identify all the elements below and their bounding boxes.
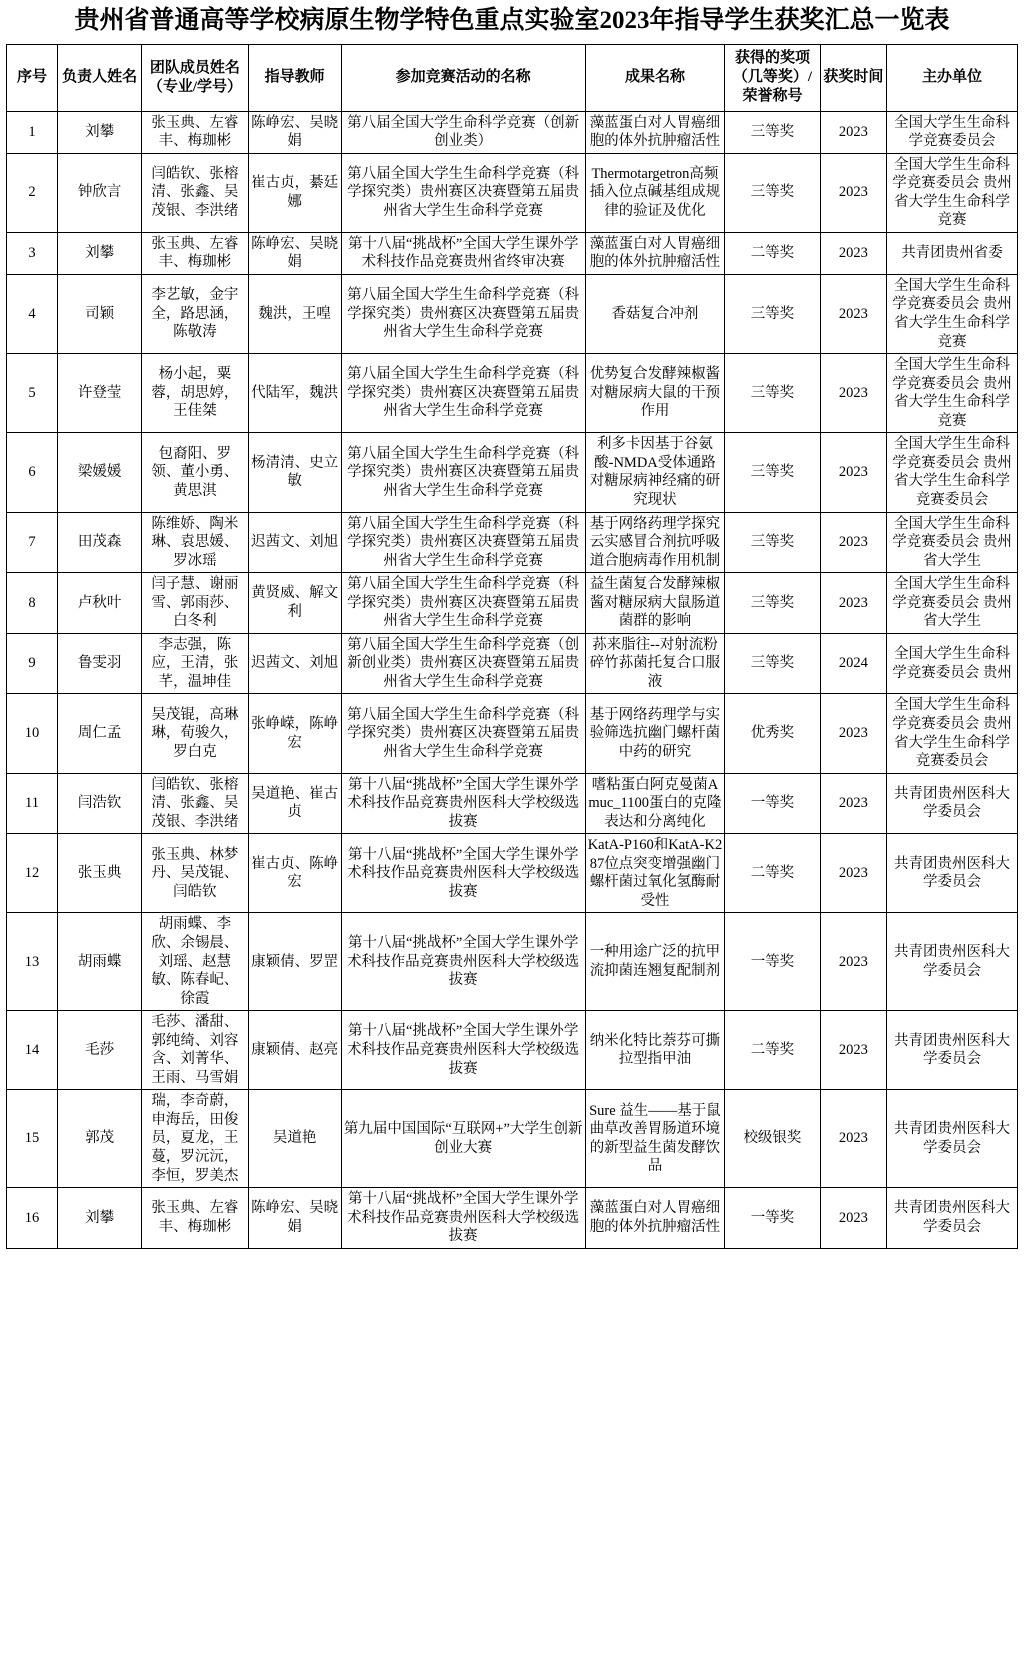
cell-organizer: 共青团贵州省委 (887, 232, 1018, 274)
page-title: 贵州省普通高等学校病原生物学特色重点实验室2023年指导学生获奖汇总一览表 (74, 7, 950, 34)
cell-year: 2023 (820, 913, 887, 1011)
cell-leader: 刘攀 (57, 111, 141, 153)
cell-organizer: 全国大学生生命科学竞赛委员会 贵州省大学生 (887, 512, 1018, 573)
cell-organizer: 全国大学生生命科学竞赛委员会 贵州省大学生生命科学竞赛 (887, 274, 1018, 353)
cell-competition: 第十八届“挑战杯”全国大学生课外学术科技作品竞赛贵州医科大学校级选拔赛 (341, 913, 585, 1011)
cell-members: 闫子慧、谢丽雪、郭雨莎、白冬利 (142, 573, 248, 634)
cell-teachers: 迟茜文、刘旭 (248, 512, 341, 573)
cell-leader: 刘攀 (57, 1188, 141, 1249)
cell-award: 优秀奖 (725, 694, 820, 773)
cell-leader: 郭茂 (57, 1090, 141, 1188)
table-row (7, 433, 1018, 512)
column-header-organizer: 主办单位 (887, 45, 1018, 112)
cell-outcome: Sure 益生——基于鼠曲草改善胃肠道环境的新型益生菌发酵饮品 (585, 1090, 725, 1188)
table-row (7, 913, 1018, 1011)
column-header-teachers: 指导教师 (248, 45, 341, 112)
cell-organizer: 共青团贵州医科大学委员会 (887, 913, 1018, 1011)
cell-award: 校级银奖 (725, 1090, 820, 1188)
cell-award: 三等奖 (725, 512, 820, 573)
cell-teachers: 陈峥宏、吴晓娟 (248, 111, 341, 153)
cell-outcome: 荪来脂往--对射流粉碎竹荪菌托复合口服液 (585, 633, 725, 694)
cell-competition: 第八届全国大学生生命科学竞赛（科学探究类）贵州赛区决赛暨第五届贵州省大学生生命科学竞赛 (341, 512, 585, 573)
cell-outcome: KatA-P160和KatA-K287位点突变增强幽门螺杆菌过氧化氢酶耐受性 (585, 834, 725, 913)
column-header-year: 获奖时间 (820, 45, 887, 112)
cell-award: 三等奖 (725, 573, 820, 634)
cell-leader: 梁媛媛 (57, 433, 141, 512)
cell-competition: 第八届全国大学生生命科学竞赛（科学探究类）贵州赛区决赛暨第五届贵州省大学生生命科学竞赛 (341, 354, 585, 433)
cell-teachers: 黄贤威、解文利 (248, 573, 341, 634)
cell-index: 2 (7, 153, 58, 232)
cell-outcome: 嗜粘蛋白阿克曼菌Amuc_1100蛋白的克隆表达和分离纯化 (585, 773, 725, 834)
cell-year: 2023 (820, 111, 887, 153)
cell-teachers: 杨清清、史立敏 (248, 433, 341, 512)
column-header-competition: 参加竞赛活动的名称 (341, 45, 585, 112)
cell-organizer: 全国大学生生命科学竞赛委员会 贵州省大学生生命科学竞赛委员会 (887, 694, 1018, 773)
cell-award: 三等奖 (725, 433, 820, 512)
cell-competition: 第十八届“挑战杯”全国大学生课外学术科技作品竞赛贵州医科大学校级选拔赛 (341, 773, 585, 834)
column-header-leader: 负责人姓名 (57, 45, 141, 112)
cell-award: 三等奖 (725, 274, 820, 353)
cell-members: 吴茂锟，高琳琳，荀骏久，罗白克 (142, 694, 248, 773)
cell-index: 12 (7, 834, 58, 913)
cell-competition: 第八届全国大学生生命科学竞赛（科学探究类）贵州赛区决赛暨第五届贵州省大学生生命科学竞赛 (341, 274, 585, 353)
cell-outcome: Thermotargetron高频插入位点碱基组成规律的验证及优化 (585, 153, 725, 232)
table-row (7, 1090, 1018, 1188)
cell-year: 2023 (820, 1090, 887, 1188)
cell-organizer: 全国大学生生命科学竞赛委员会 贵州 (887, 633, 1018, 694)
cell-award: 二等奖 (725, 1011, 820, 1090)
table-row (7, 1188, 1018, 1249)
cell-members: 张玉典、林梦丹、吴茂锟、闫皓钦 (142, 834, 248, 913)
table-row (7, 153, 1018, 232)
cell-index: 6 (7, 433, 58, 512)
cell-outcome: 基于网络药理学探究云实感冒合剂抗呼吸道合胞病毒作用机制 (585, 512, 725, 573)
cell-teachers: 吴道艳、崔古贞 (248, 773, 341, 834)
cell-members: 瑞，李奇蔚，申海岳，田俊员，夏龙，王蔓，罗沅沅，李恒，罗美杰 (142, 1090, 248, 1188)
table-header-row (7, 45, 1018, 112)
cell-leader: 周仁孟 (57, 694, 141, 773)
cell-leader: 鲁雯羽 (57, 633, 141, 694)
cell-organizer: 全国大学生生命科学竞赛委员会 贵州省大学生 (887, 573, 1018, 634)
cell-competition: 第八届全国大学生生命科学竞赛（科学探究类）贵州赛区决赛暨第五届贵州省大学生生命科学竞赛 (341, 573, 585, 634)
cell-organizer: 全国大学生生命科学竞赛委员会 贵州省大学生生命科学竞赛 (887, 153, 1018, 232)
cell-leader: 钟欣言 (57, 153, 141, 232)
cell-teachers: 康颖倩、罗罡 (248, 913, 341, 1011)
cell-index: 9 (7, 633, 58, 694)
cell-teachers: 陈峥宏、吴晓娟 (248, 1188, 341, 1249)
cell-award: 二等奖 (725, 834, 820, 913)
cell-organizer: 共青团贵州医科大学委员会 (887, 1011, 1018, 1090)
cell-organizer: 全国大学生生命科学竞赛委员会 贵州省大学生生命科学竞赛委员会 (887, 433, 1018, 512)
cell-teachers: 张峥嵘，陈峥宏 (248, 694, 341, 773)
cell-teachers: 陈峥宏、吴晓娟 (248, 232, 341, 274)
cell-members: 张玉典、左睿丰、梅珈彬 (142, 1188, 248, 1249)
cell-competition: 第八届全国大学生生命科学竞赛（科学探究类）贵州赛区决赛暨第五届贵州省大学生生命科学竞赛 (341, 153, 585, 232)
table-row (7, 111, 1018, 153)
cell-year: 2023 (820, 274, 887, 353)
cell-members: 张玉典、左睿丰、梅珈彬 (142, 111, 248, 153)
award-summary-table (6, 44, 1018, 1249)
column-header-index: 序号 (7, 45, 58, 112)
cell-teachers: 魏洪，王喤 (248, 274, 341, 353)
cell-index: 4 (7, 274, 58, 353)
cell-outcome: 一种用途广泛的抗甲流抑菌连翘复配制剂 (585, 913, 725, 1011)
cell-index: 3 (7, 232, 58, 274)
cell-outcome: 香菇复合冲剂 (585, 274, 725, 353)
cell-organizer: 全国大学生生命科学竞赛委员会 贵州省大学生生命科学竞赛 (887, 354, 1018, 433)
cell-outcome: 藻蓝蛋白对人胃癌细胞的体外抗肿瘤活性 (585, 1188, 725, 1249)
cell-members: 张玉典、左睿丰、梅珈彬 (142, 232, 248, 274)
cell-leader: 毛莎 (57, 1011, 141, 1090)
cell-award: 二等奖 (725, 232, 820, 274)
table-row (7, 274, 1018, 353)
column-header-outcome: 成果名称 (585, 45, 725, 112)
cell-year: 2023 (820, 694, 887, 773)
column-header-members: 团队成员姓名（专业/学号） (142, 45, 248, 112)
cell-year: 2023 (820, 773, 887, 834)
cell-award: 三等奖 (725, 633, 820, 694)
cell-leader: 刘攀 (57, 232, 141, 274)
cell-outcome: 藻蓝蛋白对人胃癌细胞的体外抗肿瘤活性 (585, 232, 725, 274)
cell-competition: 第十八届“挑战杯”全国大学生课外学术科技作品竞赛贵州省终审决赛 (341, 232, 585, 274)
table-row (7, 512, 1018, 573)
cell-competition: 第八届全国大学生生命科学竞赛（科学探究类）贵州赛区决赛暨第五届贵州省大学生生命科学竞赛 (341, 433, 585, 512)
cell-award: 三等奖 (725, 354, 820, 433)
table-row (7, 694, 1018, 773)
cell-leader: 田茂森 (57, 512, 141, 573)
cell-outcome: 益生菌复合发酵辣椒酱对糖尿病大鼠肠道菌群的影响 (585, 573, 725, 634)
cell-year: 2023 (820, 834, 887, 913)
cell-competition: 第九届中国国际“互联网+”大学生创新创业大赛 (341, 1090, 585, 1188)
cell-index: 8 (7, 573, 58, 634)
cell-teachers: 吴道艳 (248, 1090, 341, 1188)
cell-organizer: 共青团贵州医科大学委员会 (887, 773, 1018, 834)
cell-members: 包裔阳、罗领、董小勇、黄思淇 (142, 433, 248, 512)
cell-index: 10 (7, 694, 58, 773)
cell-award: 一等奖 (725, 773, 820, 834)
cell-teachers: 康颖倩、赵亮 (248, 1011, 341, 1090)
cell-competition: 第八届全国大学生生命科学竞赛（创新创业类）贵州赛区决赛暨第五届贵州省大学生生命科学竞赛 (341, 633, 585, 694)
table-row (7, 232, 1018, 274)
cell-organizer: 共青团贵州医科大学委员会 (887, 834, 1018, 913)
cell-index: 11 (7, 773, 58, 834)
table-row (7, 1011, 1018, 1090)
cell-leader: 张玉典 (57, 834, 141, 913)
cell-outcome: 优势复合发酵辣椒酱对糖尿病大鼠的干预作用 (585, 354, 725, 433)
cell-competition: 第十八届“挑战杯”全国大学生课外学术科技作品竞赛贵州医科大学校级选拔赛 (341, 1011, 585, 1090)
cell-index: 16 (7, 1188, 58, 1249)
cell-members: 闫皓钦、张榕清、张鑫、吴茂银、李洪绪 (142, 773, 248, 834)
cell-year: 2023 (820, 1188, 887, 1249)
cell-year: 2023 (820, 1011, 887, 1090)
cell-outcome: 利多卡因基于谷氨酸-NMDA受体通路对糖尿病神经痛的研究现状 (585, 433, 725, 512)
cell-year: 2023 (820, 512, 887, 573)
cell-teachers: 崔古贞、陈峥宏 (248, 834, 341, 913)
cell-members: 闫皓钦、张榕清、张鑫、吴茂银、李洪绪 (142, 153, 248, 232)
cell-leader: 许登莹 (57, 354, 141, 433)
cell-award: 一等奖 (725, 1188, 820, 1249)
cell-outcome: 纳米化特比萘芬可撕拉型指甲油 (585, 1011, 725, 1090)
cell-outcome: 基于网络药理学与实验筛选抗幽门螺杆菌中药的研究 (585, 694, 725, 773)
table-row (7, 354, 1018, 433)
cell-leader: 司颖 (57, 274, 141, 353)
cell-organizer: 全国大学生生命科学竞赛委员会 (887, 111, 1018, 153)
cell-award: 三等奖 (725, 111, 820, 153)
cell-organizer: 共青团贵州医科大学委员会 (887, 1090, 1018, 1188)
cell-organizer: 共青团贵州医科大学委员会 (887, 1188, 1018, 1249)
table-row (7, 633, 1018, 694)
cell-index: 15 (7, 1090, 58, 1188)
cell-members: 杨小起，粟蓉，胡思婷，王佳桀 (142, 354, 248, 433)
cell-index: 7 (7, 512, 58, 573)
cell-members: 李艺敏，金宇全，路思涵，陈敬涛 (142, 274, 248, 353)
cell-year: 2023 (820, 433, 887, 512)
cell-award: 一等奖 (725, 913, 820, 1011)
cell-year: 2023 (820, 232, 887, 274)
cell-competition: 第十八届“挑战杯”全国大学生课外学术科技作品竞赛贵州医科大学校级选拔赛 (341, 1188, 585, 1249)
cell-members: 毛莎、潘甜、郭纯绮、刘容含、刘菁华、王雨、马雪娟 (142, 1011, 248, 1090)
cell-teachers: 迟茜文、刘旭 (248, 633, 341, 694)
cell-leader: 胡雨蝶 (57, 913, 141, 1011)
column-header-award: 获得的奖项（几等奖）/荣誉称号 (725, 45, 820, 112)
cell-members: 陈维娇、陶米琳、袁思媛、罗冰瑶 (142, 512, 248, 573)
cell-index: 1 (7, 111, 58, 153)
cell-award: 三等奖 (725, 153, 820, 232)
cell-index: 13 (7, 913, 58, 1011)
cell-year: 2023 (820, 573, 887, 634)
cell-year: 2023 (820, 153, 887, 232)
cell-teachers: 崔古贞，綦廷娜 (248, 153, 341, 232)
cell-competition: 第八届全国大学生命科学竞赛（创新创业类） (341, 111, 585, 153)
cell-leader: 卢秋叶 (57, 573, 141, 634)
cell-year: 2023 (820, 354, 887, 433)
cell-competition: 第十八届“挑战杯”全国大学生课外学术科技作品竞赛贵州医科大学校级选拔赛 (341, 834, 585, 913)
cell-members: 李志强，陈应，王清，张芊，温坤佳 (142, 633, 248, 694)
cell-leader: 闫浩钦 (57, 773, 141, 834)
cell-members: 胡雨蝶、李欣、余锡晨、刘瑶、赵慧敏、陈春屺、徐霞 (142, 913, 248, 1011)
cell-outcome: 藻蓝蛋白对人胃癌细胞的体外抗肿瘤活性 (585, 111, 725, 153)
cell-index: 14 (7, 1011, 58, 1090)
table-row (7, 573, 1018, 634)
cell-teachers: 代陆军，魏洪 (248, 354, 341, 433)
cell-competition: 第八届全国大学生生命科学竞赛（科学探究类）贵州赛区决赛暨第五届贵州省大学生生命科学竞赛 (341, 694, 585, 773)
table-row (7, 773, 1018, 834)
cell-year: 2024 (820, 633, 887, 694)
table-row (7, 834, 1018, 913)
cell-index: 5 (7, 354, 58, 433)
